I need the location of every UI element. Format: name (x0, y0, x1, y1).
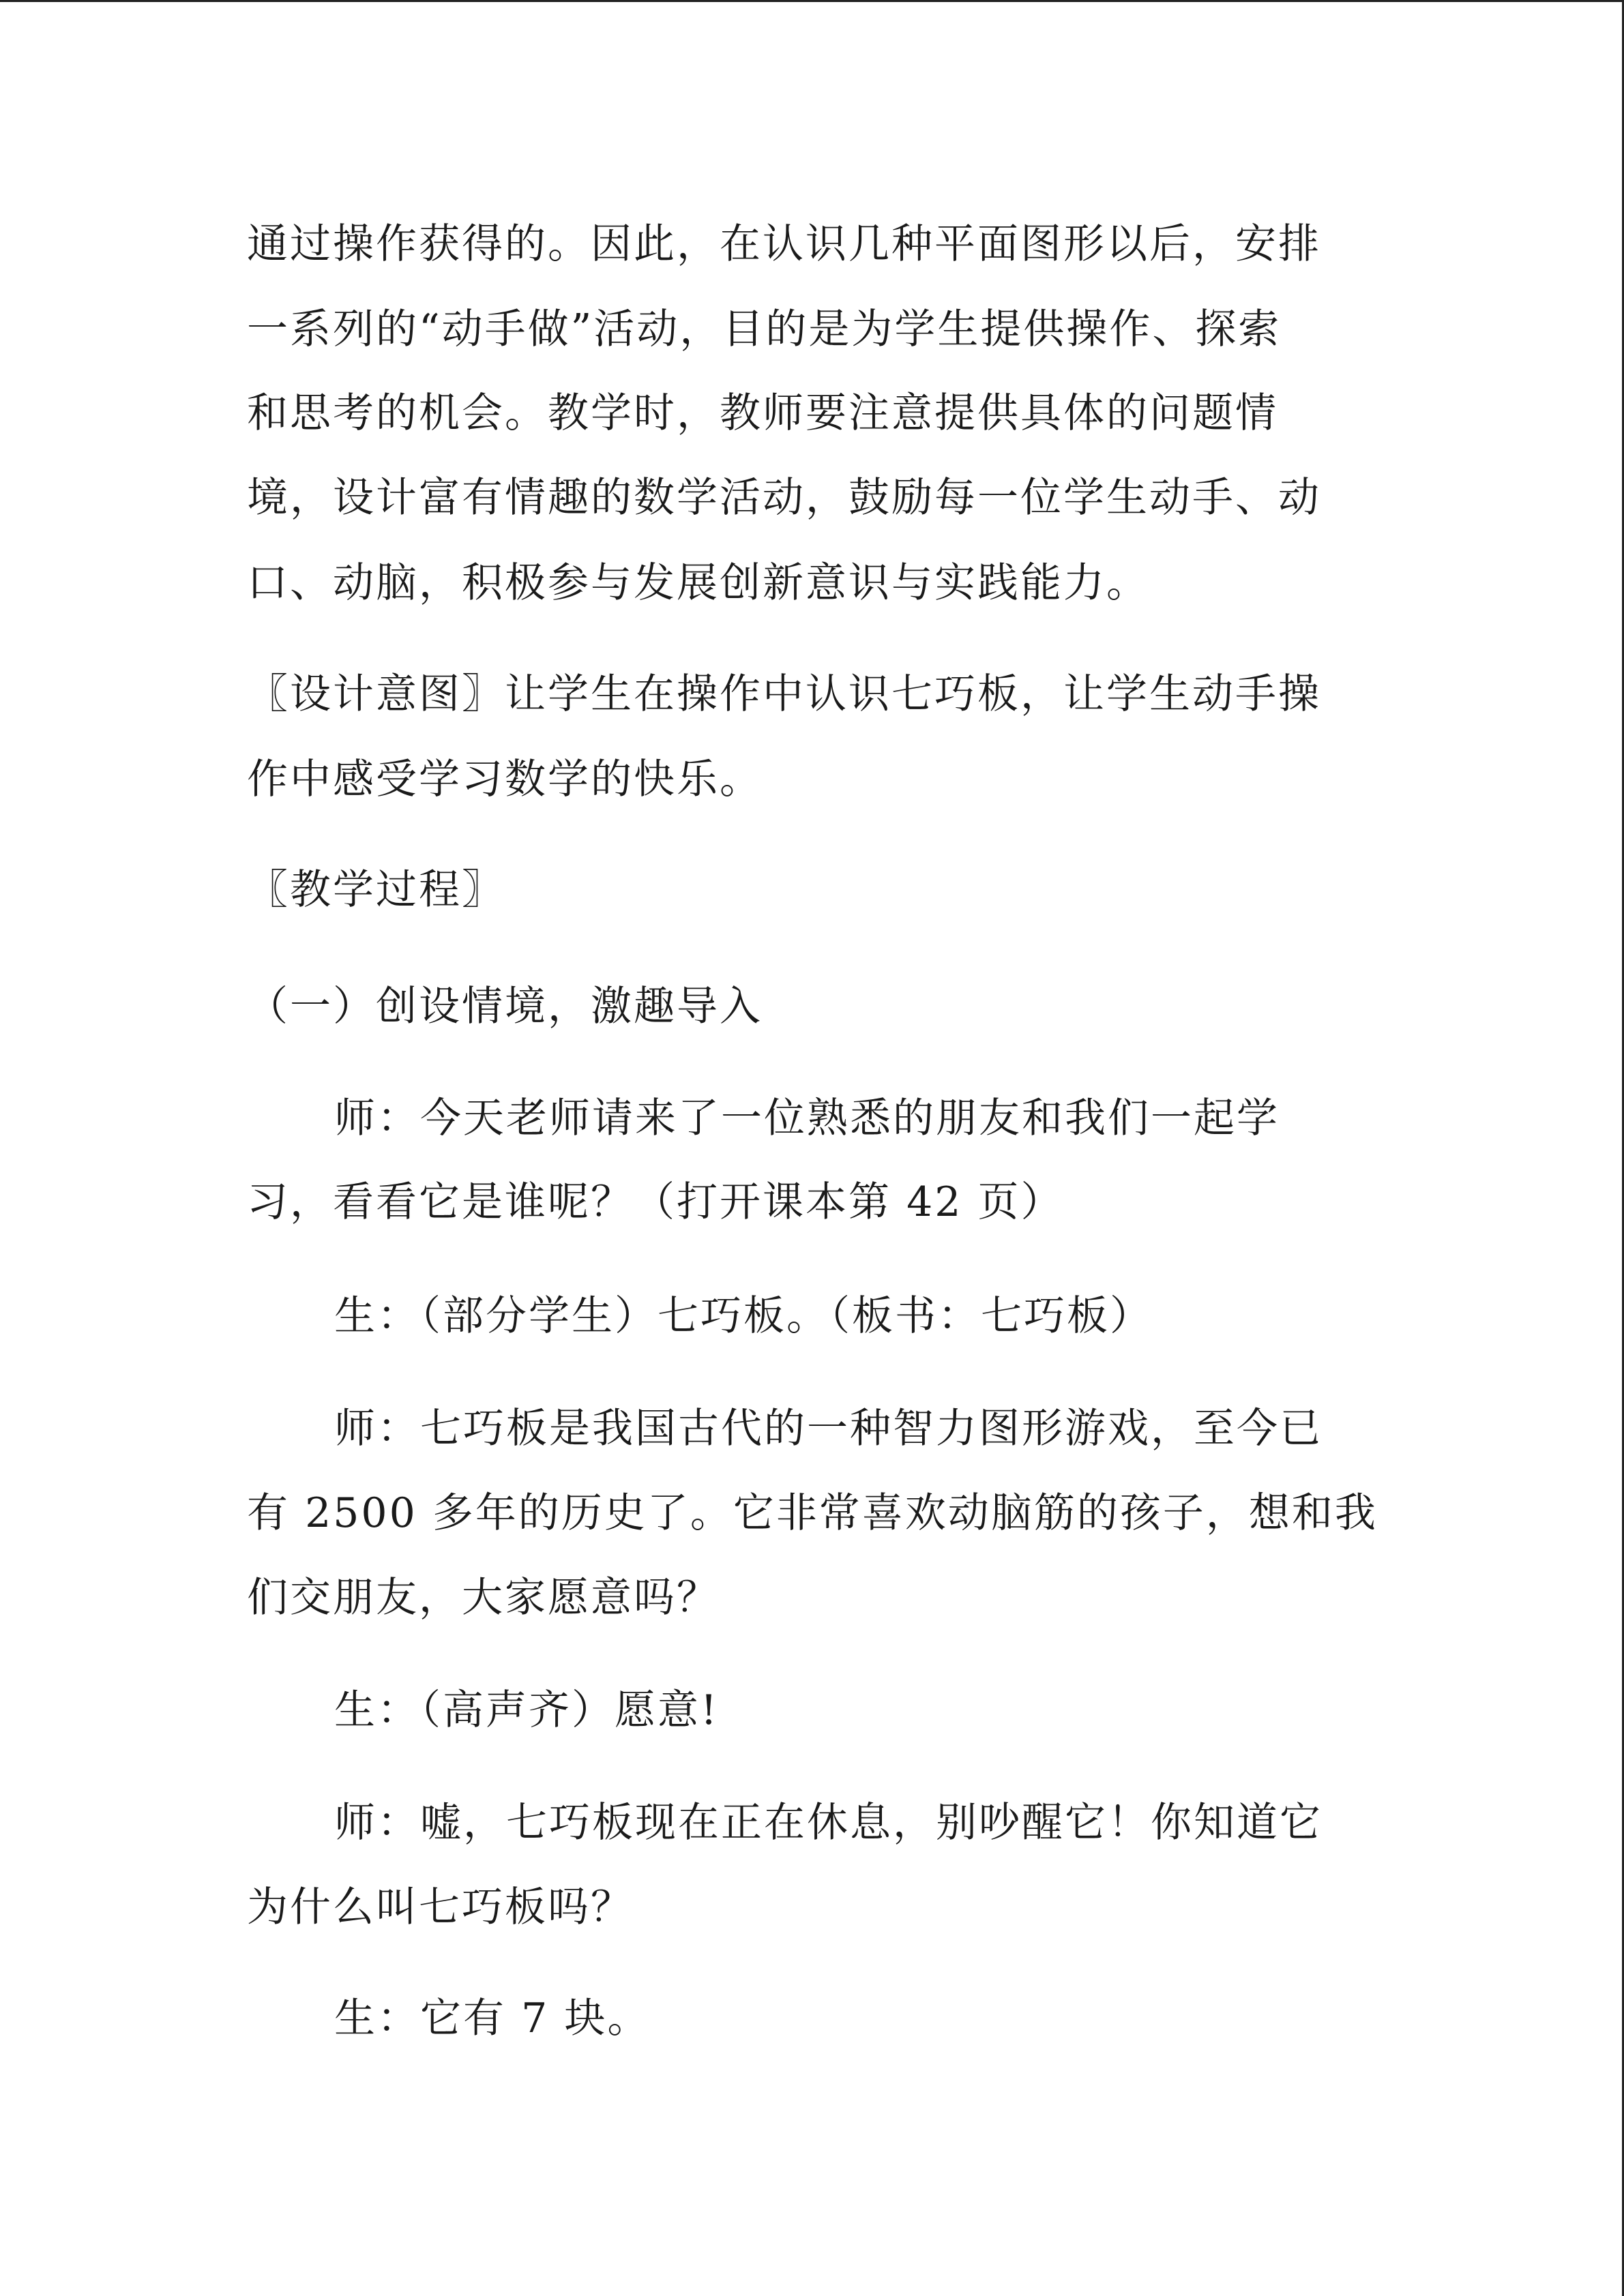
design-intent-line-2: 作中感受学习数学的快乐。 (247, 756, 763, 803)
dialogue-3-line-1: 师：七巧板是我国古代的一种智力图形游戏，至今已 (334, 1405, 1323, 1452)
design-intent-line-1: 〖设计意图〗让学生在操作中认识七巧板，让学生动手操 (247, 670, 1321, 718)
intro-line-5: 口、动脑，积极参与发展创新意识与实践能力。 (247, 559, 1149, 607)
dialogue-4-line-1: 生：（高声齐）愿意! (334, 1686, 720, 1734)
section-one-heading: （一）创设情境，激趣导入 (247, 983, 763, 1030)
dialogue-6-line-1: 生：它有 7 块。 (334, 1995, 651, 2042)
dialogue-3-line-2: 有 2500 多年的历史了。它非常喜欢动脑筋的孩子，想和我 (247, 1489, 1378, 1537)
intro-line-4: 境，设计富有情趣的数学活动，鼓励每一位学生动手、动 (247, 474, 1321, 522)
intro-line-3: 和思考的机会。教学时，教师要注意提供具体的问题情 (247, 389, 1278, 437)
dialogue-1-line-2: 习，看看它是谁呢？（打开课本第 42 页） (247, 1178, 1064, 1226)
process-heading: 〖教学过程〗 (247, 866, 505, 914)
intro-line-2: 一系列的“动手做”活动，目的是为学生提供操作、探索 (247, 305, 1282, 353)
dialogue-5-line-2: 为什么叫七巧板吗？ (247, 1883, 634, 1931)
dialogue-5-line-1: 师：嘘，七巧板现在正在休息，别吵醒它！你知道它 (334, 1799, 1323, 1847)
dialogue-1-line-1: 师：今天老师请来了一位熟悉的朋友和我们一起学 (334, 1094, 1280, 1142)
dialogue-2-line-1: 生：（部分学生）七巧板。（板书：七巧板） (334, 1292, 1153, 1340)
intro-line-1: 通过操作获得的。因此，在认识几种平面图形以后，安排 (247, 220, 1321, 268)
dialogue-3-line-3: 们交朋友，大家愿意吗？ (247, 1574, 720, 1622)
